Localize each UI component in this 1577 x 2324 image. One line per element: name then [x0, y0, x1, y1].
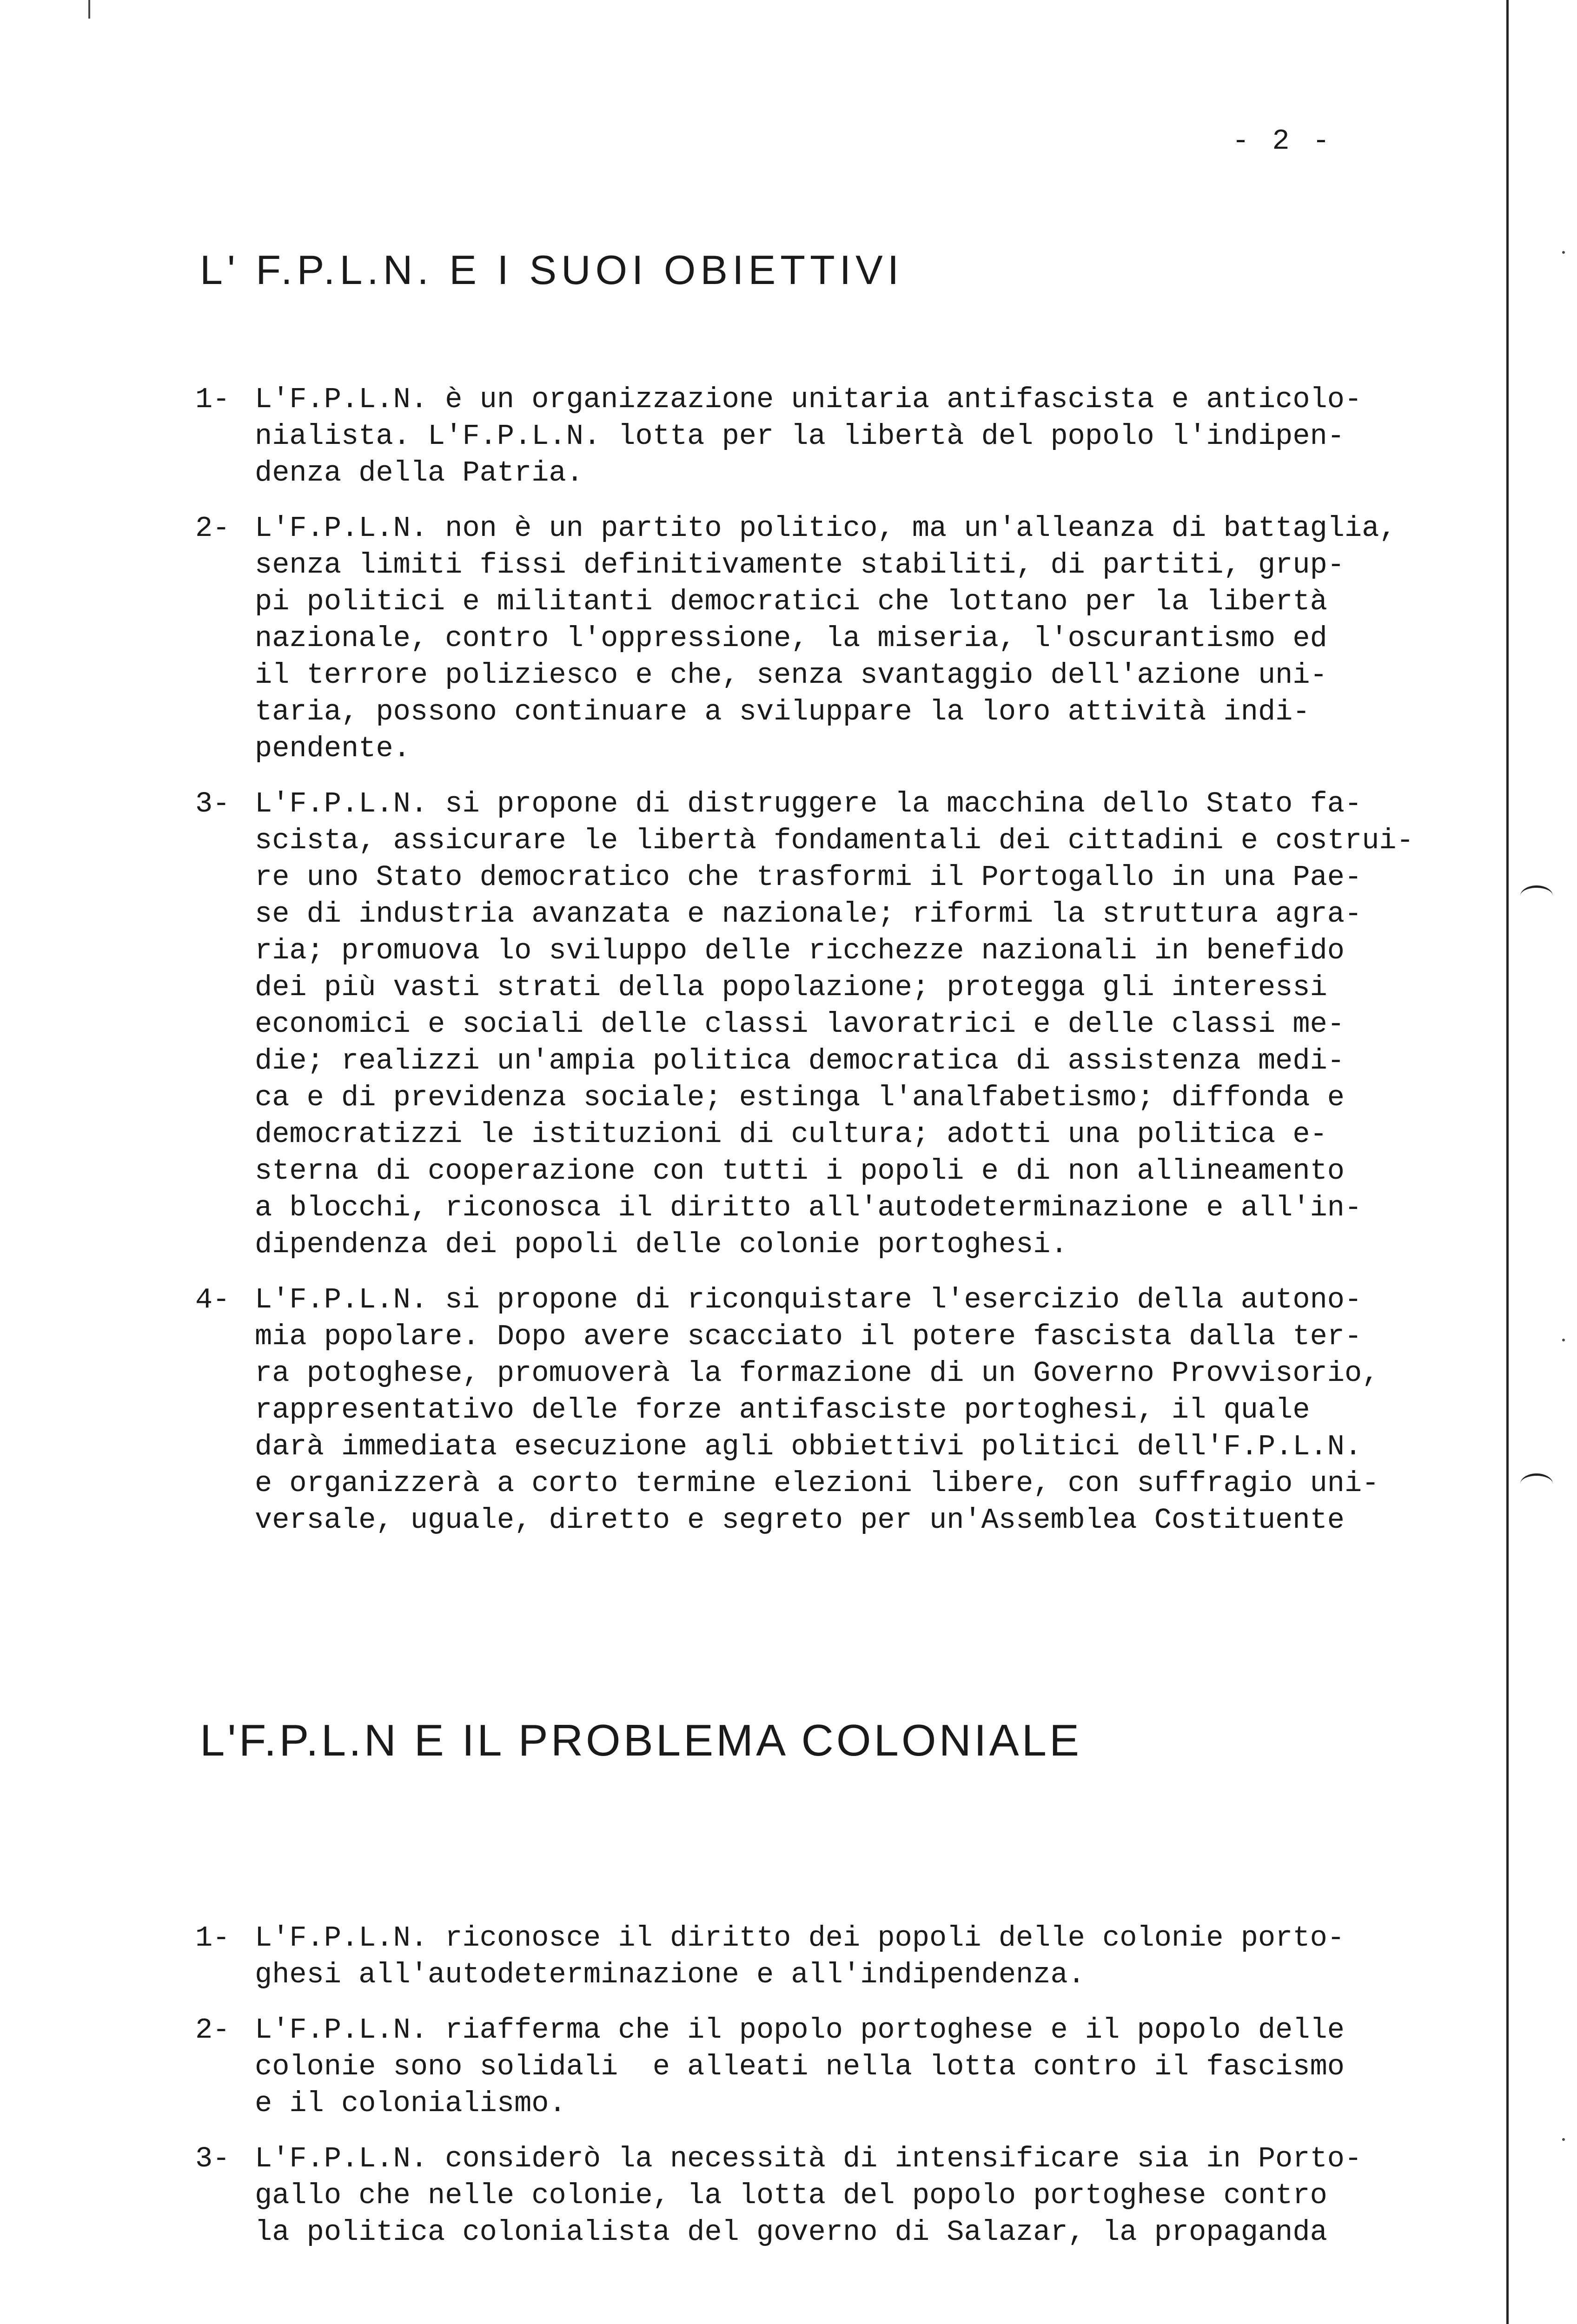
text-line: denza della Patria. — [255, 456, 583, 489]
item-number: 3- — [195, 2142, 230, 2175]
text-line: taria, possono continuare a sviluppare la loro attività indi- — [255, 695, 1310, 728]
scan-speck — [1562, 2138, 1565, 2141]
text-line: colonie sono solidali e alleati nella lotta contro il fascismo — [255, 2050, 1345, 2083]
text-line: e organizzerà a corto termine elezioni libere, con suffragio uni- — [255, 1467, 1379, 1500]
scan-speck — [1562, 251, 1565, 254]
text-line: L'F.P.L.N. si propone di distruggere la macchina dello Stato fa- — [255, 787, 1362, 820]
text-line: re uno Stato democratico che trasformi il Portogallo in una Pae- — [255, 861, 1362, 894]
page-number: - 2 - — [1232, 125, 1333, 158]
objectives-list — [195, 381, 1414, 1557]
section-heading-colonial-problem: L'F.P.L.N E IL PROBLEMA COLONIALE — [200, 1716, 1082, 1765]
text-line: sterna di cooperazione con tutti i popoli e di non allineamento — [255, 1155, 1345, 1188]
margin-mark — [1520, 1473, 1553, 1494]
text-line: il terrore poliziesco e che, senza svantaggio dell'azione uni- — [255, 659, 1327, 692]
item-number: 1- — [195, 1921, 230, 1954]
list-item — [195, 1281, 1414, 1538]
list-item — [195, 786, 1414, 1263]
list-item — [195, 510, 1414, 767]
text-line: e il colonialismo. — [255, 2087, 566, 2120]
text-line: a blocchi, riconosca il diritto all'autodeterminazione e all'in- — [255, 1191, 1362, 1224]
list-item — [195, 1920, 1362, 1993]
item-number: 2- — [195, 512, 230, 545]
text-line: nazionale, contro l'oppressione, la miseria, l'oscurantismo ed — [255, 622, 1327, 655]
text-line: dei più vasti strati della popolazione; protegga gli interessi — [255, 971, 1327, 1004]
margin-mark — [1520, 885, 1553, 906]
right-margin-rule — [1506, 0, 1509, 2324]
text-line: mia popolare. Dopo avere scacciato il potere fascista dalla ter- — [255, 1320, 1362, 1353]
text-line: se di industria avanzata e nazionale; riformi la struttura agra- — [255, 898, 1362, 931]
text-line: versale, uguale, diretto e segreto per un'Assemblea Costituente — [255, 1504, 1345, 1537]
text-line: ca e di previdenza sociale; estinga l'analfabetismo; diffonda e — [255, 1081, 1345, 1114]
item-number: 1- — [195, 383, 230, 416]
text-line: L'F.P.L.N. riafferma che il popolo portoghese e il popolo delle — [255, 2014, 1345, 2047]
section-heading-objectives: L' F.P.L.N. E I SUOI OBIETTIVI — [200, 247, 904, 293]
text-line: pi politici e militanti democratici che lottano per la libertà — [255, 585, 1327, 618]
item-number: 2- — [195, 2014, 230, 2047]
text-line: gallo che nelle colonie, la lotta del popolo portoghese contro — [255, 2179, 1327, 2212]
text-line: la politica colonialista del governo di Salazar, la propaganda — [255, 2216, 1327, 2249]
list-item — [195, 2012, 1362, 2122]
text-line: L'F.P.L.N. è un organizzazione unitaria antifascista e anticolo- — [255, 383, 1362, 416]
text-line: dipendenza dei popoli delle colonie portoghesi. — [255, 1228, 1068, 1261]
scan-speck — [88, 0, 90, 19]
scan-speck — [1562, 1339, 1565, 1341]
text-line: L'F.P.L.N. si propone di riconquistare l'esercizio della autono- — [255, 1283, 1362, 1316]
text-line: ghesi all'autodeterminazione e all'indipendenza. — [255, 1958, 1085, 1991]
text-line: senza limiti fissi definitivamente stabiliti, di partiti, grup- — [255, 548, 1345, 581]
text-line: die; realizzi un'ampia politica democratica di assistenza medi- — [255, 1044, 1345, 1077]
list-item — [195, 381, 1414, 491]
text-line: nialista. L'F.P.L.N. lotta per la libertà del popolo l'indipen- — [255, 420, 1345, 453]
item-number: 3- — [195, 787, 230, 820]
colonial-problem-list — [195, 1920, 1362, 2269]
text-line: economici e sociali delle classi lavoratrici e delle classi me- — [255, 1008, 1345, 1041]
list-item — [195, 2140, 1362, 2251]
text-line: L'F.P.L.N. non è un partito politico, ma un'alleanza di battaglia, — [255, 512, 1397, 545]
text-line: L'F.P.L.N. considerò la necessità di intensificare sia in Porto- — [255, 2142, 1362, 2175]
text-line: pendente. — [255, 732, 411, 765]
text-line: ria; promuova lo sviluppo delle ricchezze nazionali in benefido — [255, 934, 1345, 967]
text-line: L'F.P.L.N. riconosce il diritto dei popoli delle colonie porto- — [255, 1921, 1345, 1954]
text-line: scista, assicurare le libertà fondamentali dei cittadini e costrui- — [255, 824, 1414, 857]
text-line: darà immediata esecuzione agli obbiettivi politici dell'F.P.L.N. — [255, 1430, 1362, 1463]
text-line: rappresentativo delle forze antifasciste portoghesi, il quale — [255, 1393, 1310, 1426]
text-line: ra potoghese, promuoverà la formazione di un Governo Provvisorio, — [255, 1357, 1379, 1390]
item-number: 4- — [195, 1283, 230, 1316]
text-line: democratizzi le istituzioni di cultura; adotti una politica e- — [255, 1118, 1327, 1151]
